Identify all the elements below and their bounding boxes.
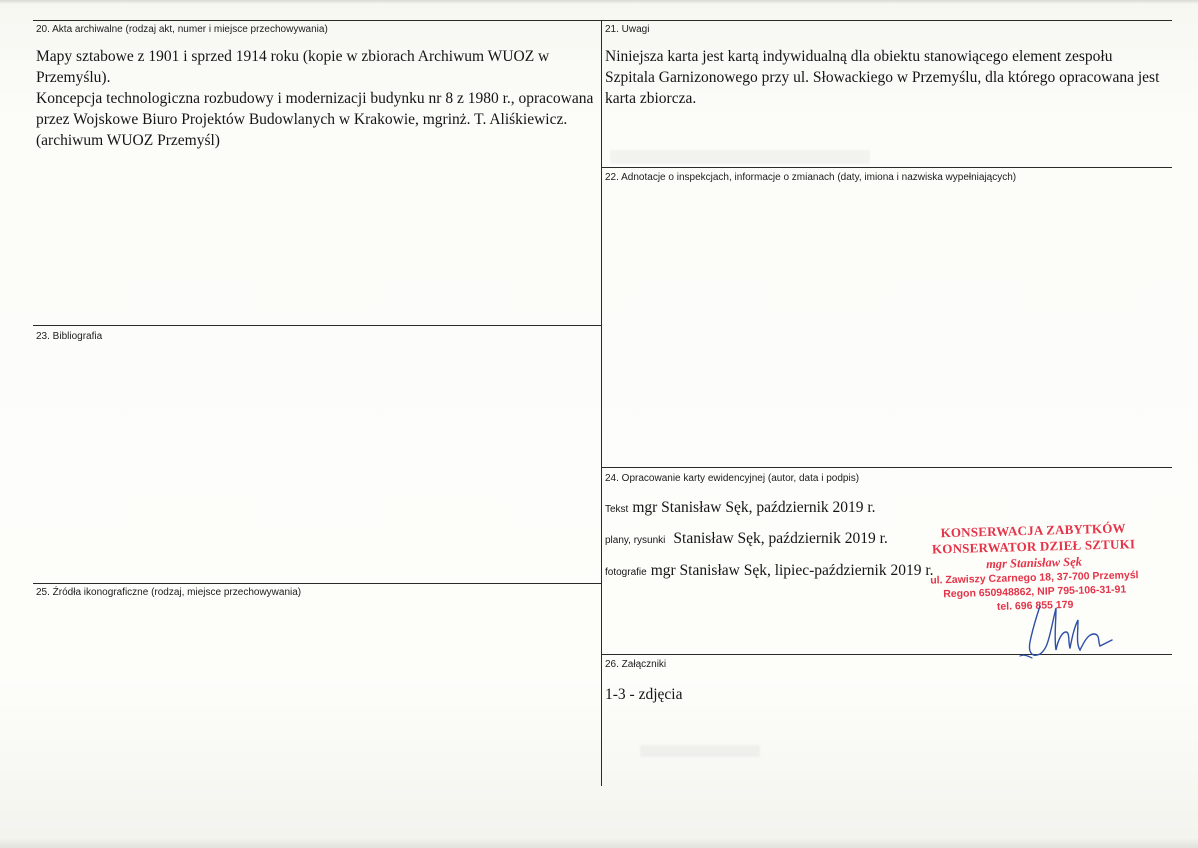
section-24-row-text [605,499,876,517]
section-21-body: Niniejsza karta jest kartą indywidualną dla obiektu stanowiącego element zespołu Szpitala Garnizonowego przy ul. Słowackiego w Przemyślu, dla którego opracowana jest karta zbiorcza. [605,48,1160,107]
row-prefix: plany, rysunki [605,535,666,546]
section-21-label: 21. Uwagi [605,24,650,35]
section-26-label: 26. Załączniki [605,659,667,670]
show-through-mark [610,150,870,164]
stamp-line-4: ul. Zawiszy Czarnego 18, 37-700 Przemyśl [930,569,1139,587]
stamp-line-2: KONSERWATOR DZIEŁ SZTUKI [931,536,1136,557]
rule-21-22 [601,167,1172,168]
section-20-paragraph-1: Mapy sztabowe z 1901 i sprzed 1914 roku (kopie w zbiorach Archiwum WUOZ w Przemyślu). [36,48,550,86]
section-24-row-plans [605,530,888,548]
stamp-line-3: mgr Stanisław Sęk [985,554,1083,572]
section-26-body: 1-3 - zdjęcia [605,686,683,703]
section-23-label: 23. Bibliografia [36,331,103,342]
stamp-line-1: KONSERWACJA ZABYTKÓW [940,520,1126,541]
row-value: mgr Stanisław Sęk, lipiec-październik 2019 r. [650,562,934,579]
stamp-line-5: Regon 650948862, NIP 795-106-31-91 [943,583,1127,601]
rule-22-24 [601,467,1172,468]
row-value: mgr Stanisław Sęk, październik 2019 r. [632,499,876,516]
section-24-row-photos [605,562,934,580]
section-22-label: 22. Adnotacje o inspekcjach, informacje o zmianach (daty, imiona i nazwiska wypełniających) [605,172,1017,183]
row-prefix: Tekst [605,504,629,515]
section-20-paragraph-2: Koncepcja technologiczna rozbudowy i modernizacji budynku nr 8 z 1980 r., opracowana przez Wojskowe Biuro Projektów Budowlanych w Krakowie, mgrinż. T. Aliśkiewicz. (archiwum WUOZ Przemyśl) [36,90,594,149]
rule-column-divider [601,20,602,786]
row-prefix: fotografie [605,567,647,578]
rule-23-25 [33,583,601,584]
show-through-mark [640,745,760,757]
section-20-label: 20. Akta archiwalne (rodzaj akt, numer i miejsce przechowywania) [36,24,328,35]
signature-icon [1010,598,1120,664]
rule-top [33,20,1172,21]
page-top-edge [0,0,1198,4]
section-20-body [36,46,598,151]
section-25-label: 25. Źródła ikonograficzne (rodzaj, miejsce przechowywania) [36,587,302,598]
row-value: Stanisław Sęk, październik 2019 r. [673,530,888,547]
stamp-line-6: tel. 696 855 179 [996,598,1074,613]
rule-20-23 [33,325,601,326]
section-24-label: 24. Opracowanie karty ewidencyjnej (autor, data i podpis) [605,473,860,484]
page-bottom-edge [0,838,1198,848]
